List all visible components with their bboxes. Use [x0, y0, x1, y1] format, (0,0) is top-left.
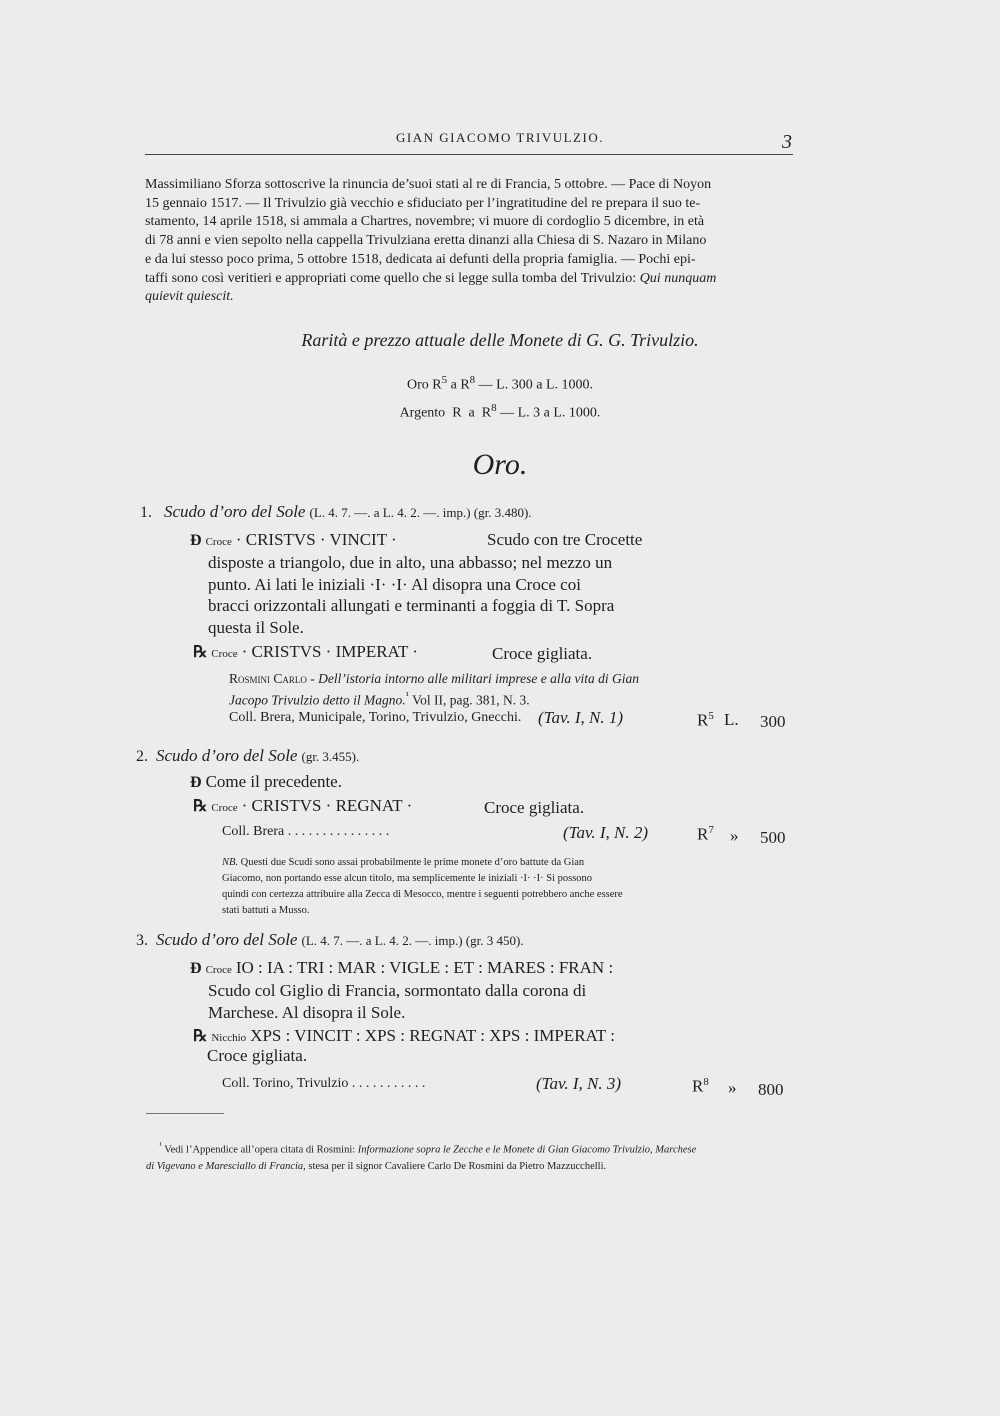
footnote-marker: ¹	[405, 690, 409, 702]
connector: a	[450, 377, 457, 393]
price: 500	[760, 828, 786, 847]
desc-line: Scudo col Giglio di Francia, sormontato dalla corona di	[208, 981, 587, 1000]
ref-author: Rosmini Carlo	[229, 671, 307, 686]
rarity-sup: 5	[441, 374, 448, 386]
footnote-rule	[146, 1113, 224, 1114]
nb-line: Giacomo, non portando esse alcun titolo, ma semplicemente le iniziali ·I· ·I· Si possono	[222, 873, 593, 884]
plate-reference: (Tav. I, N. 3)	[536, 1074, 621, 1093]
reverse-line	[193, 796, 412, 816]
price-prefix: L.	[724, 710, 739, 729]
rarity-r: R	[692, 1076, 704, 1096]
obverse-description-start: Scudo con tre Crocette	[487, 530, 643, 549]
reverse-symbol-icon: ℞	[193, 798, 208, 815]
rarity	[697, 824, 714, 845]
rarity-r: R	[697, 824, 709, 844]
price-prefix: »	[730, 826, 739, 845]
entry-title: Scudo d’oro del Sole	[164, 502, 306, 521]
nb-text: Questi due Scudi sono assai probabilmente le prime monete d’oro battute da Gian	[240, 857, 585, 868]
footnote-text: stesa per il signor Cavaliere Carlo De Rosmini da Pietro Mazzucchelli.	[308, 1160, 607, 1172]
obverse-line	[190, 530, 397, 550]
entry-title: Scudo d’oro del Sole	[156, 930, 298, 949]
footnote-title: di Vigevano e Maresciallo di Francia,	[146, 1160, 306, 1172]
rarity-sup: 8	[469, 374, 476, 386]
silver-label: Argento	[399, 405, 446, 421]
nota-bene	[222, 855, 680, 919]
rarity-sup: 5	[708, 710, 714, 722]
rarity-r: R	[432, 377, 442, 393]
collections	[222, 1076, 425, 1092]
epitaph-end: quievit quiescit.	[145, 289, 234, 305]
price: 300	[760, 712, 786, 731]
collections-text: Coll. Torino, Trivulzio	[222, 1076, 349, 1091]
obverse-label: Croce	[205, 536, 232, 548]
rarity-r: R	[697, 710, 709, 730]
desc-line: disposte a triangolo, due in alto, una abbasso; nel mezzo un	[208, 553, 613, 572]
gold-price-line	[0, 374, 1000, 394]
reverse-line	[193, 1026, 615, 1046]
obverse-description	[208, 980, 678, 1023]
footnote-text: Vedi l’Appendice all’opera citata di Rosmini:	[164, 1144, 356, 1156]
entry-heading	[140, 502, 532, 522]
intro-line: e da lui stesso poco prima, 5 ottobre 1518, dedicata ai defunti della propria famiglia. — Pochi epi-	[145, 251, 696, 267]
reverse-label: Croce	[211, 648, 238, 660]
rarity-sup: 8	[491, 402, 497, 414]
entry-heading	[136, 746, 359, 766]
running-title: GIAN GIACOMO TRIVULZIO.	[396, 130, 604, 145]
intro-line: Massimiliano Sforza sottoscrive la rinuncia de’suoi stati al re di Francia, 5 ottobre. — Pace di Noyon	[145, 177, 712, 192]
rarity-caption: Rarità e prezzo attuale delle Monete di G. G. Trivulzio.	[301, 330, 699, 350]
nb-line: quindi con certezza attribuire alla Zecca di Mesocco, mentre i seguenti potrebbero anche essere	[222, 889, 623, 900]
intro-line: di 78 anni e vien sepolto nella cappella Trivulziana eretta dinanzi alla Chiesa di S. Nazaro in Milano	[145, 233, 707, 249]
desc-line: punto. Ai lati le iniziali ·I· ·I· Al disopra una Croce coi	[208, 574, 581, 594]
intro-paragraph	[145, 176, 793, 307]
entry-number: 1.	[140, 504, 152, 521]
intro-line: stamento, 14 aprile 1518, si ammala a Chartres, novembre; vi muore di cordoglio 5 dicembre, in età	[145, 214, 705, 230]
rarity-sup: 8	[703, 1076, 709, 1088]
ref-volume: Vol II, pag. 381, N. 3.	[412, 692, 530, 708]
reverse-legend: XPS : VINCIT : XPS : REGNAT : XPS : IMPERAT :	[250, 1026, 615, 1045]
price-prefix: »	[728, 1078, 737, 1097]
desc-line: Marchese. Al disopra il Sole.	[208, 1002, 406, 1022]
intro-line: 15 gennaio 1517. — Il Trivulzio già vecchio e sfiduciato per l’ingratitudine del re prepara il suo te-	[145, 195, 701, 211]
reverse-symbol-icon: ℞	[193, 644, 208, 661]
leader-dots: . . . . . . . . . . .	[351, 1076, 426, 1091]
entry-number: 3.	[136, 932, 148, 949]
entry-specs: (gr. 3.455).	[301, 749, 360, 764]
reverse-symbol-icon: ℞	[193, 1028, 208, 1045]
plate-reference: (Tav. I, N. 2)	[563, 823, 648, 842]
reference-line	[229, 690, 530, 709]
epitaph: Qui nunquam	[639, 270, 717, 286]
rarity-r: R	[460, 377, 470, 393]
reverse-legend: · CRISTVS · REGNAT ·	[241, 796, 413, 815]
obverse-description	[208, 552, 680, 638]
rarity-r: R	[481, 405, 492, 421]
ref-title: Jacopo Trivulzio detto il Magno.	[229, 692, 406, 708]
header-rule	[145, 154, 793, 155]
footnote-line	[146, 1137, 786, 1159]
reverse-line	[193, 642, 418, 662]
collections-text: Coll. Brera	[222, 824, 285, 839]
entry-title: Scudo d’oro del Sole	[156, 746, 298, 765]
footnote-line	[146, 1159, 786, 1175]
footnote-marker: ¹	[159, 1140, 162, 1150]
obverse-line	[190, 772, 342, 792]
silver-price: — L. 3 a L. 1000.	[500, 405, 601, 421]
obverse-symbol-icon: Ɖ	[190, 960, 202, 977]
leader-dots: . . . . . . . . . . . . . . .	[287, 824, 390, 839]
ref-title: Dell’istoria intorno alle militari imprese e alla vita di Gian	[318, 671, 639, 686]
reverse-description: Croce gigliata.	[484, 798, 585, 817]
price: 800	[758, 1080, 784, 1099]
obverse-line	[190, 958, 613, 978]
rarity-sup: 7	[708, 824, 714, 836]
section-title: Oro.	[472, 448, 528, 481]
reverse-description: Croce gigliata.	[492, 644, 593, 663]
rarity	[697, 710, 714, 731]
reverse-description: Croce gigliata.	[207, 1046, 308, 1065]
nb-line: stati battuti a Musso.	[222, 905, 310, 916]
obverse-description: Come il precedente.	[205, 772, 342, 791]
obverse-label: Croce	[205, 964, 232, 976]
footnote	[146, 1137, 786, 1175]
entry-specs: (L. 4. 7. —. a L. 4. 2. —. imp.) (gr. 3 450).	[301, 933, 524, 948]
obverse-symbol-icon: Ɖ	[190, 774, 202, 791]
reverse-label: Croce	[211, 802, 238, 814]
reference-line: Rosmini Carlo - Dell’istoria intorno alle militari imprese e alla vita di Gian	[229, 671, 639, 686]
connector: a	[468, 405, 475, 421]
collections: Coll. Brera, Municipale, Torino, Trivulzio, Gnecchi.	[229, 710, 522, 725]
nb-label: NB.	[222, 857, 239, 868]
desc-line: questa il Sole.	[208, 617, 304, 637]
desc-line: bracci orizzontali allungati e terminanti a foggia di T. Sopra	[208, 596, 615, 615]
footnote-title: Informazione sopra le Zecche e le Monete di Gian Giacomo Trivulzio, Marchese	[357, 1144, 697, 1156]
obverse-symbol-icon: Ɖ	[190, 532, 202, 549]
rarity	[692, 1076, 709, 1097]
reverse-legend: · CRISTVS · IMPERAT ·	[241, 642, 418, 661]
entry-heading	[136, 930, 524, 950]
plate-reference: (Tav. I, N. 1)	[538, 708, 623, 727]
page-number: 3	[782, 131, 792, 153]
intro-line-text: taffi sono così veritieri e appropriati come quello che si legge sulla tomba del Trivulzio:	[145, 270, 637, 286]
silver-price-line	[0, 402, 1000, 422]
reverse-label: Nicchio	[211, 1032, 247, 1044]
rarity-r: R	[452, 405, 462, 421]
entry-specs: (L. 4. 7. —. a L. 4. 2. —. imp.) (gr. 3.480).	[309, 505, 532, 520]
intro-line	[145, 288, 793, 307]
nb-line	[222, 855, 680, 871]
gold-price: — L. 300 a L. 1000.	[478, 377, 593, 393]
collections	[222, 824, 389, 840]
obverse-legend: IO : IA : TRI : MAR : VIGLE : ET : MARES : FRAN :	[235, 958, 614, 977]
obverse-legend: · CRISTVS · VINCIT ·	[235, 530, 397, 549]
gold-label: Oro	[406, 377, 429, 393]
entry-number: 2.	[136, 748, 148, 765]
intro-line	[145, 270, 793, 289]
